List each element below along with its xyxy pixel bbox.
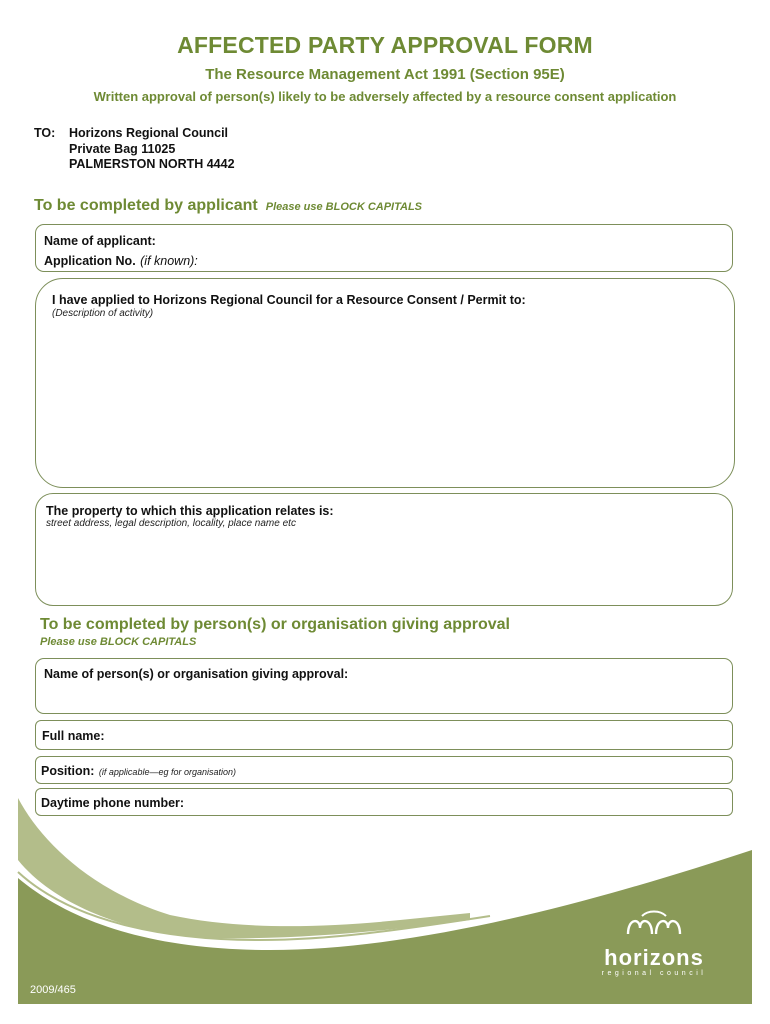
activity-description-box[interactable] [35,278,735,488]
position-label: Position: [41,764,95,778]
application-no-hint: (if known): [140,254,198,268]
applicant-name-label: Name of applicant: [44,234,156,248]
phone-label: Daytime phone number: [41,796,185,810]
application-no-label: Application No. [44,254,136,268]
applicant-heading-text: To be completed by applicant [34,197,258,214]
applicant-section-heading [34,197,422,215]
applicant-caps-note: Please use BLOCK CAPITALS [265,201,423,213]
logo-wordmark: horizons [604,945,704,970]
approver-org-box[interactable] [35,658,733,714]
form-title: AFFECTED PARTY APPROVAL FORM [177,32,593,58]
address-line: Private Bag 11025 [69,141,176,156]
footer-swoosh [0,780,770,1024]
address-line: Horizons Regional Council [69,126,229,140]
full-name-label: Full name: [42,729,105,743]
activity-hint: (Description of activity) [52,308,154,319]
swoosh-light-band [18,798,470,938]
full-name-box[interactable] [35,720,733,750]
property-hint: street address, legal description, locality, place name etc [46,518,296,529]
horizons-logo-mark-icon [622,910,686,938]
form-subtitle: The Resource Management Act 1991 (Section 95E) [205,66,565,83]
horizons-logo [594,910,714,977]
logo-subtitle: regional council [601,970,707,977]
position-hint: (if applicable—eg for organisation) [98,767,236,777]
approver-section-heading: To be completed by person(s) or organisation giving approval [40,616,510,633]
form-code: 2009/465 [30,984,76,996]
form-intro: Written approval of person(s) likely to be adversely affected by a resource consent application [93,89,677,104]
address-line: PALMERSTON NORTH 4442 [69,157,235,171]
activity-label: I have applied to Horizons Regional Council for a Resource Consent / Permit to: [52,293,526,307]
property-label: The property to which this application relates is: [46,504,334,518]
approver-caps-note: Please use BLOCK CAPITALS [40,636,197,648]
approver-org-label: Name of person(s) or organisation giving approval: [44,667,349,681]
to-label: TO: [34,126,56,140]
applicant-name-box[interactable] [35,224,733,272]
property-box[interactable] [35,493,733,606]
